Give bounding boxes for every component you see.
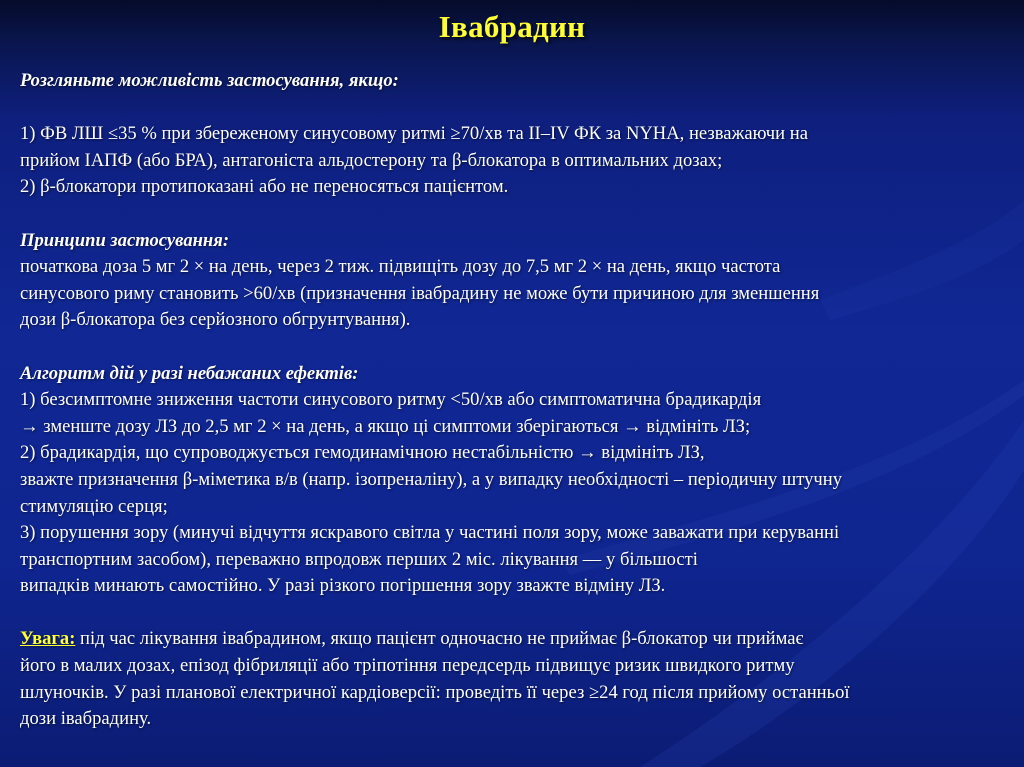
- warning-line: дози івабрадину.: [20, 708, 152, 730]
- algorithm-line: стимуляцію серця;: [20, 495, 168, 517]
- algorithm-line: 3) порушення зору (минучі відчуття яскравого світла у частині поля зору, може заважати при керуванні: [20, 522, 840, 544]
- intro-heading: Розгляньте можливість застосування, якщо:: [20, 70, 399, 91]
- spacer: [20, 201, 1010, 228]
- algorithm-line: випадків минають самостійно. У разі різкого погіршення зору зважте відміну ЛЗ.: [20, 575, 666, 597]
- spacer: [20, 95, 1010, 122]
- algorithm-line: транспортним засобом), переважно впродовж перших 2 міс. лікування — у більшості: [20, 548, 698, 570]
- algorithm-line: → зменште дозу ЛЗ до 2,5 мг 2 × на день, а якщо ці симптоми зберігаються → відмініть ЛЗ;: [20, 415, 751, 437]
- algorithm-line: зважте призначення β-міметика в/в (напр. ізопреналіну), а у випадку необхідності – періодичну штучну: [20, 468, 843, 490]
- warning-line: шлуночків. У разі планової електричної кардіоверсії: проведіть її через ≥24 год після прийому останньої: [20, 681, 850, 703]
- indication-line: 2) β-блокатори протипоказані або не переносяться пацієнтом.: [20, 176, 509, 198]
- principles-line: початкова доза 5 мг 2 × на день, через 2 тиж. підвищіть дозу до 7,5 мг 2 × на день, якщо частота: [20, 256, 781, 278]
- principles-heading: Принципи застосування:: [20, 229, 230, 251]
- slide-body: [20, 68, 1010, 733]
- warning-text: під час лікування івабрадином, якщо пацієнт одночасно не приймає β-блокатор чи приймає: [75, 628, 804, 650]
- slide-title: Івабрадин: [438, 9, 586, 44]
- warning-line: його в малих дозах, епізод фібриляції або тріпотіння передсердь підвищує ризик швидкого ритму: [20, 655, 795, 677]
- algorithm-heading: Алгоритм дій у разі небажаних ефектів:: [20, 362, 359, 384]
- spacer: [20, 600, 1010, 627]
- indication-line: прийом ІАПФ (або БРА), антагоніста альдостерону та β-блокатора в оптимальних дозах;: [20, 149, 723, 171]
- warning-label: Увага:: [20, 628, 76, 650]
- indication-line: 1) ФВ ЛШ ≤35 % при збереженому синусовому ритмі ≥70/хв та II–IV ФК за NYHA, незважаючи на: [20, 123, 808, 145]
- principles-line: дози β-блокатора без серйозного обгрунтування).: [20, 309, 411, 331]
- spacer: [20, 334, 1010, 361]
- algorithm-line: 2) брадикардія, що супроводжується гемодинамічною нестабільністю → відмініть ЛЗ,: [20, 442, 705, 464]
- algorithm-line: 1) безсимптомне зниження частоти синусового ритму <50/хв або симптоматична брадикардія: [20, 389, 762, 411]
- principles-line: синусового риму становить >60/хв (призначення івабрадину не може бути причиною для зменшення: [20, 282, 820, 304]
- warning-first-line: [20, 626, 1010, 653]
